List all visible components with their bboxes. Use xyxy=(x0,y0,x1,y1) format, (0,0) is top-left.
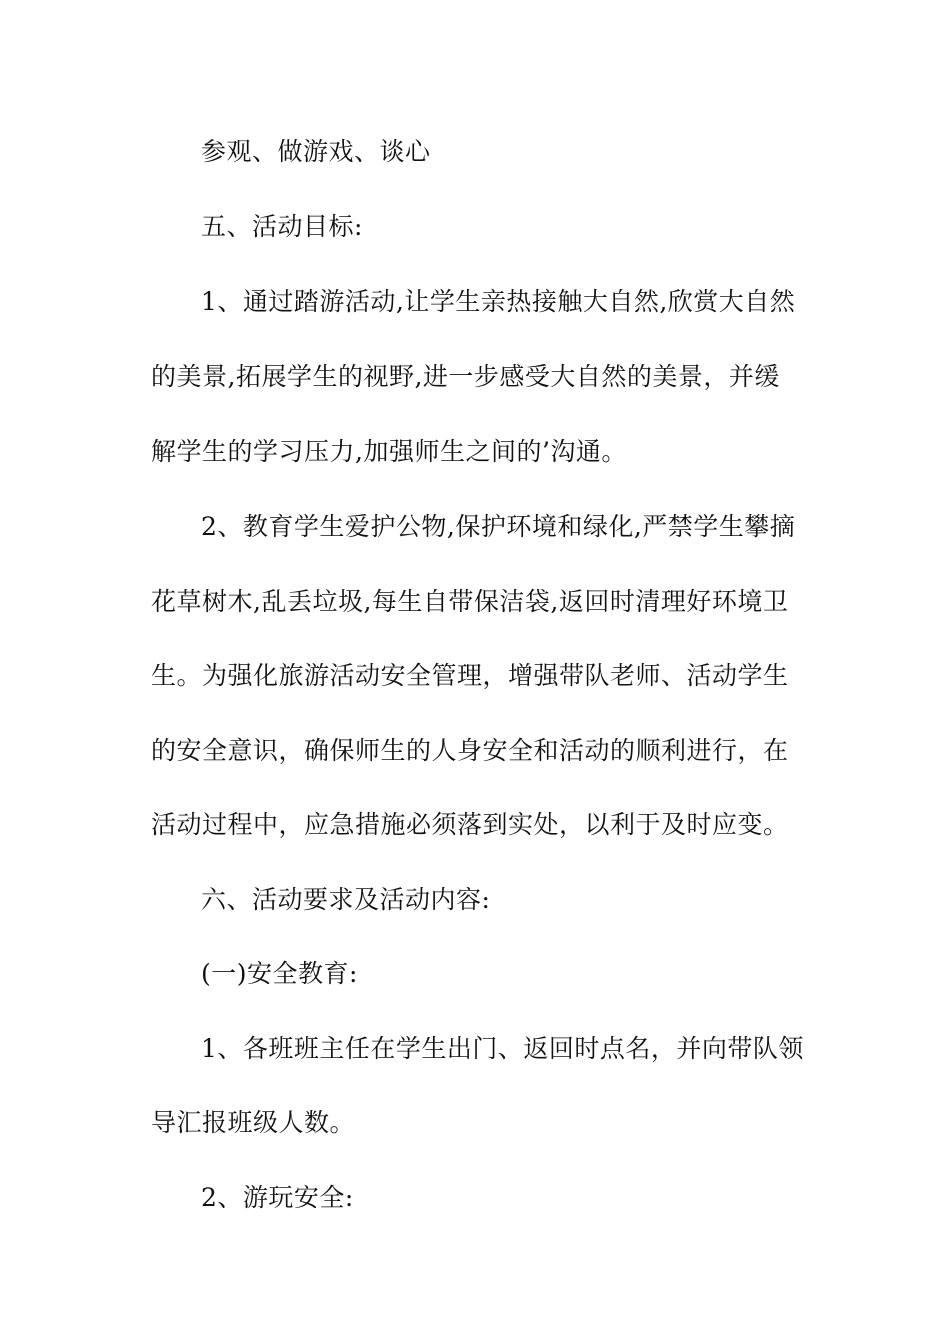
text-line-4: 的美景,拓展学生的视野,进一步感受大自然的美景，并缓 xyxy=(151,362,780,391)
subsection-heading-safety: (一)安全教育: xyxy=(201,959,358,988)
section-heading-requirements: 六、活动要求及活动内容: xyxy=(201,885,491,914)
section-heading-goals: 五、活动目标: xyxy=(201,212,363,241)
text-line-1: 参观、做游戏、谈心 xyxy=(201,137,431,166)
text-line-9: 的安全意识，确保师生的人身安全和活动的顺利进行，在 xyxy=(151,736,789,765)
text-line-14: 导汇报班级人数。 xyxy=(151,1108,356,1137)
text-line-3: 1、通过踏游活动,让学生亲热接触大自然,欣赏大自然 xyxy=(201,287,796,316)
text-line-15: 2、游玩安全: xyxy=(201,1183,354,1212)
text-line-7: 花草树木,乱丢垃圾,每生自带保洁袋,返回时清理好环境卫 xyxy=(151,587,789,616)
text-line-8: 生。为强化旅游活动安全管理，增强带队老师、活动学生 xyxy=(151,661,789,690)
text-line-5: 解学生的学习压力,加强师生之间的’沟通。 xyxy=(151,437,627,466)
text-line-13: 1、各班班主任在学生出门、返回时点名，并向带队领 xyxy=(201,1034,804,1063)
text-line-6: 2、教育学生爱护公物,保护环境和绿化,严禁学生攀摘 xyxy=(201,512,796,541)
text-line-10: 活动过程中，应急措施必须落到实处，以利于及时应变。 xyxy=(151,810,789,839)
